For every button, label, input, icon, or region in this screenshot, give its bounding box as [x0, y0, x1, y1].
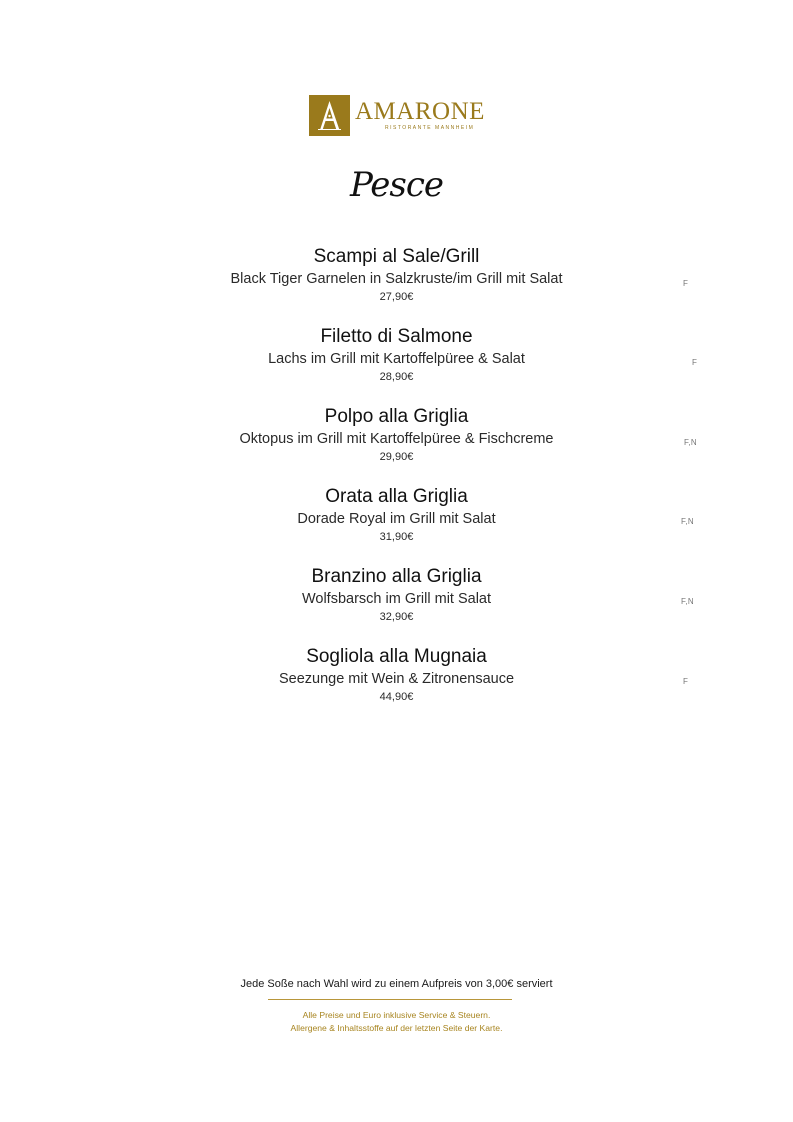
item-allergens: F,N	[684, 438, 697, 447]
item-price: 27,90€	[379, 291, 414, 303]
item-allergens: F	[692, 358, 698, 367]
item-description: Seezunge mit Wein & Zitronensauce	[278, 671, 515, 687]
item-price: 31,90€	[379, 531, 414, 543]
item-name: Branzino alla Griglia	[311, 566, 482, 587]
item-price: 44,90€	[379, 691, 414, 703]
menu-item	[0, 246, 793, 304]
logo-emblem	[309, 95, 350, 136]
item-description: Lachs im Grill mit Kartoffelpüree & Salat	[268, 351, 525, 367]
menu-item	[0, 566, 793, 624]
item-description: Black Tiger Garnelen in Salzkruste/im Grill mit Salat	[230, 271, 563, 287]
item-name: Scampi al Sale/Grill	[313, 246, 480, 267]
logo-a-icon	[309, 95, 350, 136]
item-price: 32,90€	[379, 611, 414, 623]
item-name: Filetto di Salmone	[320, 326, 473, 347]
item-allergens: F	[683, 279, 689, 288]
item-name: Polpo alla Griglia	[324, 406, 469, 427]
price-note: Alle Preise und Euro inklusive Service & Steuern.	[302, 1010, 491, 1020]
item-name: Sogliola alla Mugnaia	[306, 646, 487, 667]
item-allergens: F,N	[681, 517, 694, 526]
item-description: Oktopus im Grill mit Kartoffelpüree & Fischcreme	[239, 431, 554, 447]
item-description: Dorade Royal im Grill mit Salat	[297, 511, 496, 527]
menu-item	[0, 486, 793, 544]
allergen-note: Allergene & Inhaltsstoffe auf der letzten Seite der Karte.	[290, 1023, 503, 1033]
item-name: Orata alla Griglia	[325, 486, 468, 507]
footer-divider	[268, 999, 512, 1000]
menu-item	[0, 646, 793, 704]
item-price: 28,90€	[379, 371, 414, 383]
item-description: Wolfsbarsch im Grill mit Salat	[301, 591, 492, 607]
brand-name: AMARONE	[355, 98, 485, 125]
menu-item	[0, 406, 793, 464]
item-price: 29,90€	[379, 451, 414, 463]
surcharge-note: Jede Soße nach Wahl wird zu einem Aufpreis von 3,00€ serviert	[240, 978, 553, 990]
section-title: Pesce	[349, 165, 444, 205]
brand-tagline: RISTORANTE MANNHEIM	[385, 125, 475, 131]
brand-logo	[309, 94, 485, 136]
item-allergens: F	[683, 677, 689, 686]
menu-item	[0, 326, 793, 384]
item-allergens: F,N	[681, 597, 694, 606]
